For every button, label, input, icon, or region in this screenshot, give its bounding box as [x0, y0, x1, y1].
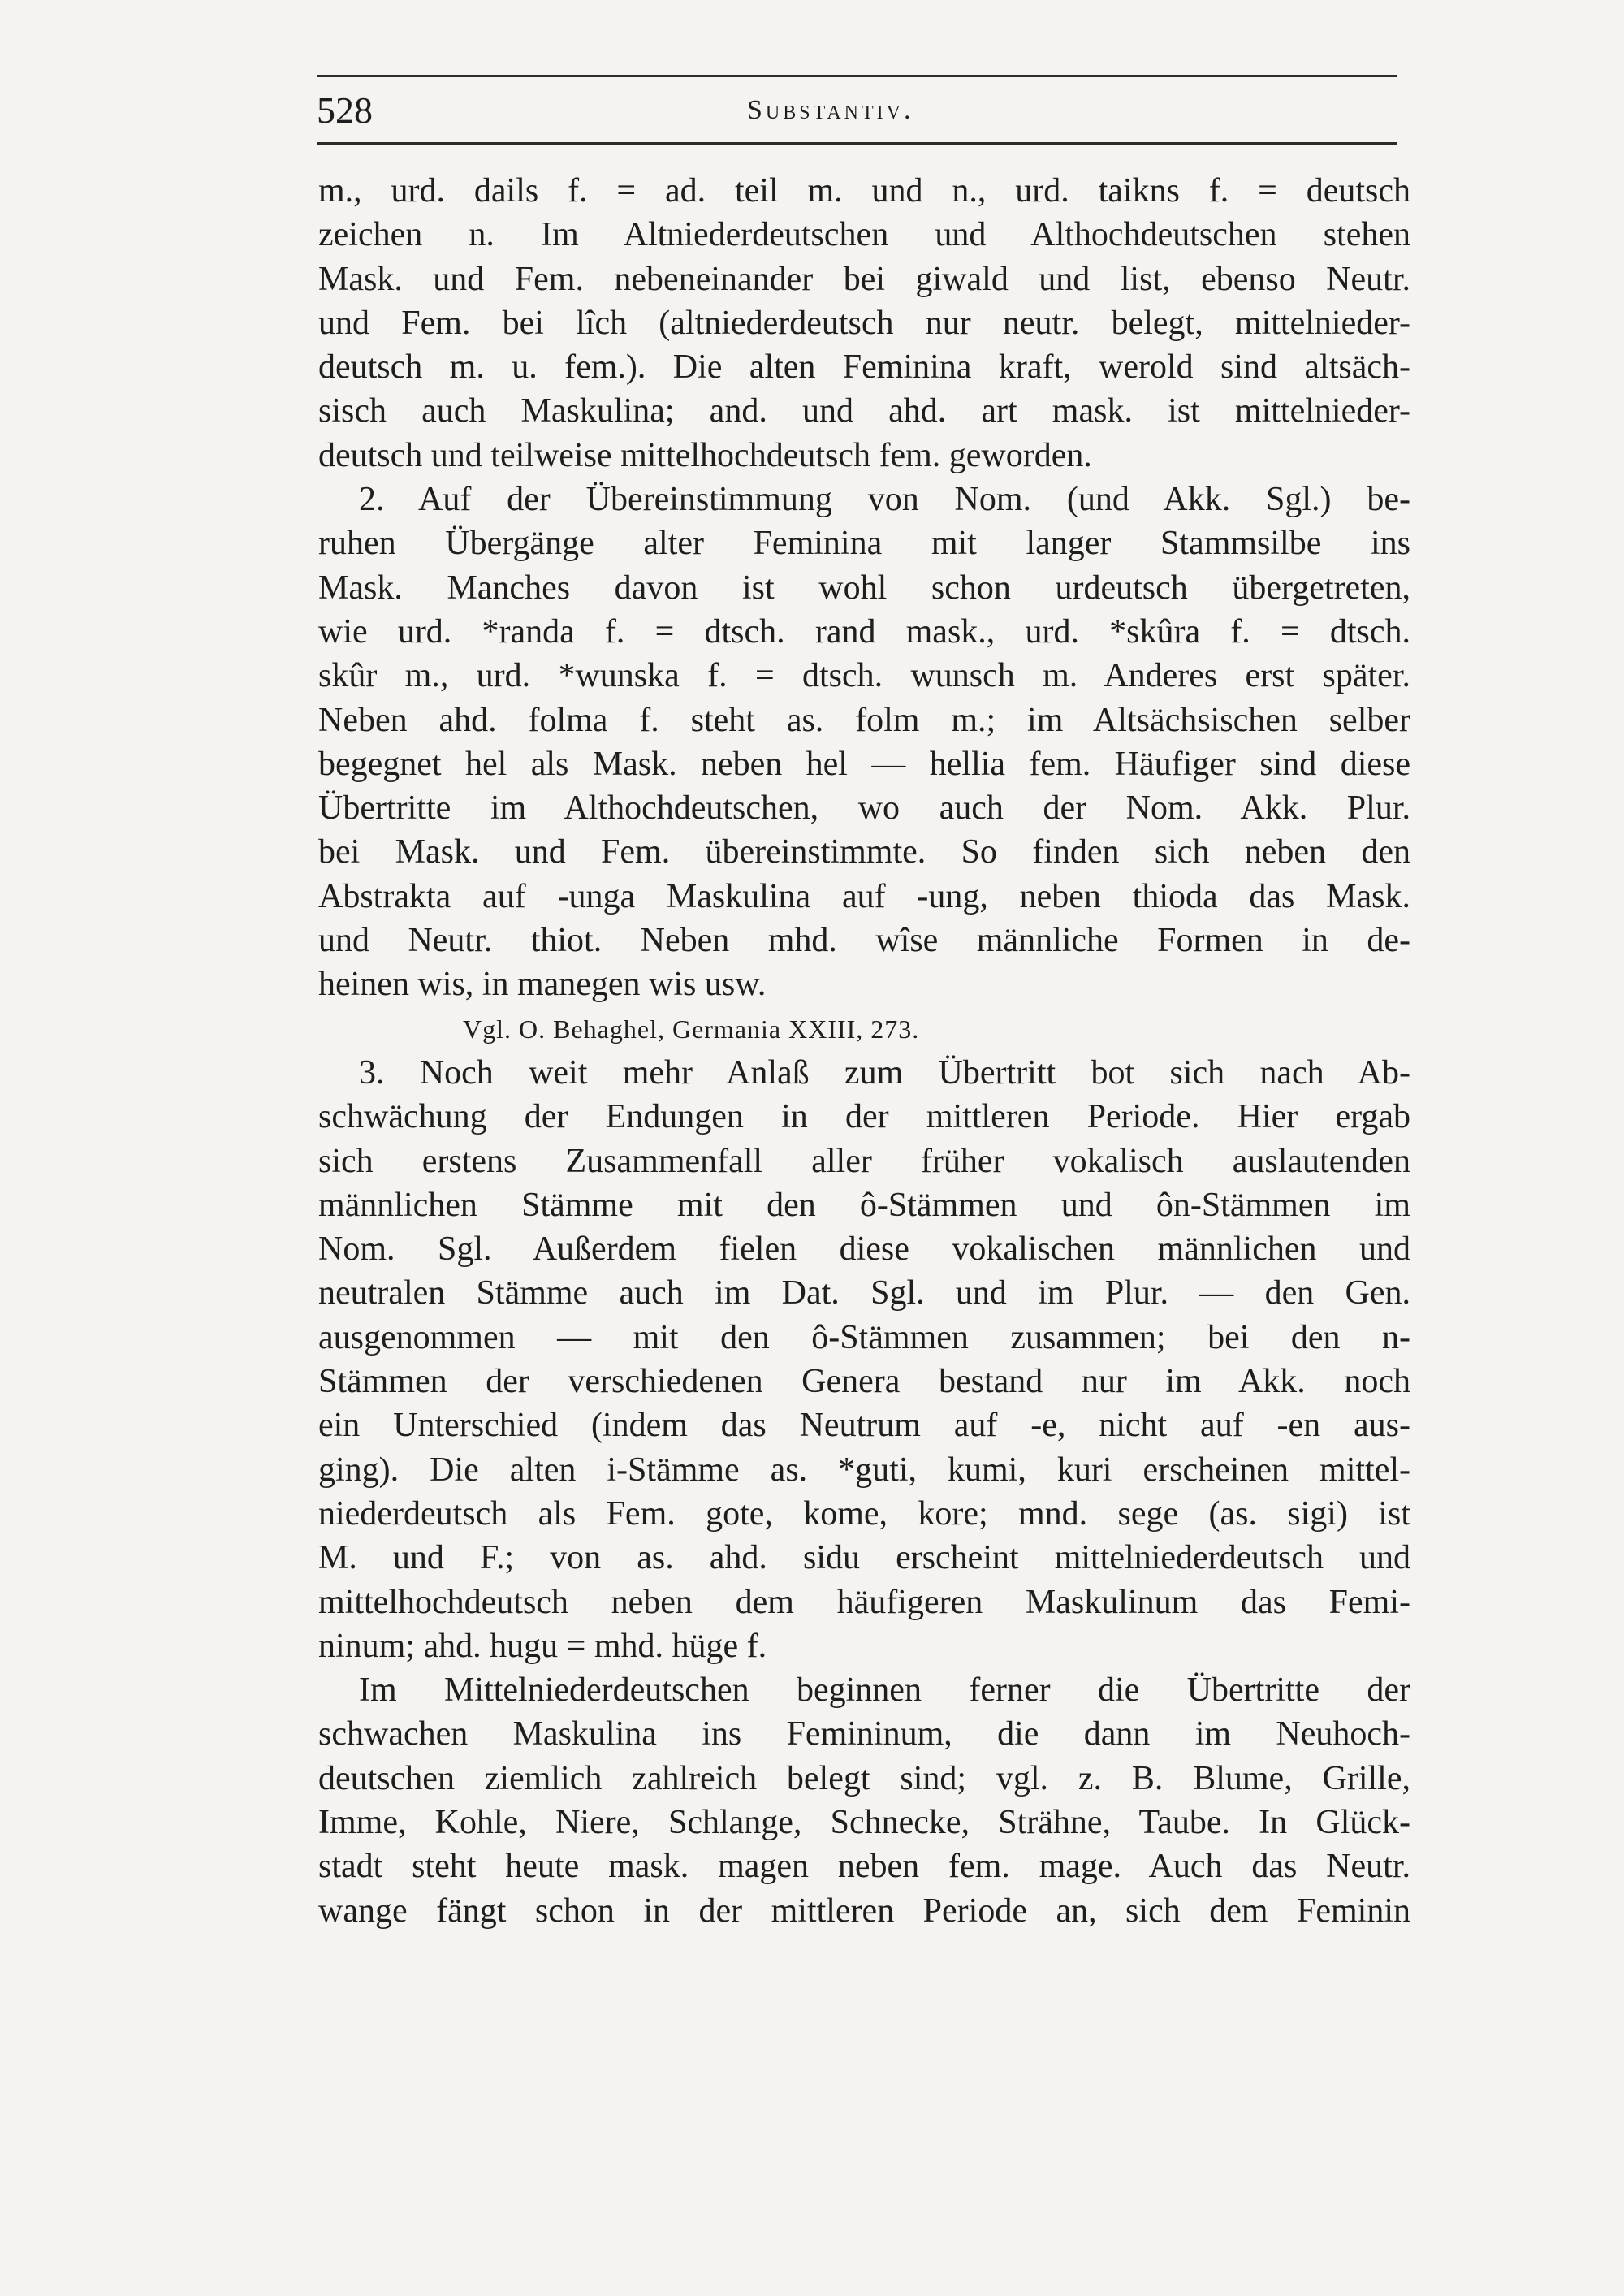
text-line: schwachen Maskulina ins Femininum, die dann im Neuhoch- — [318, 1715, 1410, 1753]
text-line: ninum; ahd. hugu = mhd. hüge f. — [318, 1627, 767, 1665]
text-line: m., urd. dails f. = ad. teil m. und n., urd. taikns f. = deutsch — [318, 172, 1410, 210]
text-line: neutralen Stämme auch im Dat. Sgl. und im Plur. — den Gen. — [318, 1274, 1410, 1312]
text-line: heinen wis, in manegen wis usw. — [318, 966, 767, 1004]
text-line: niederdeutsch als Fem. gote, kome, kore; mnd. sege (as. sigi) ist — [318, 1494, 1410, 1533]
text-line: 3. Noch weit mehr Anlaß zum Übertritt bot sich nach Ab- — [359, 1053, 1410, 1092]
text-line: deutschen ziemlich zahlreich belegt sind; vgl. z. B. Blume, Grille, — [318, 1759, 1410, 1797]
text-line: Übertritte im Althochdeutschen, wo auch der Nom. Akk. Plur. — [318, 789, 1410, 828]
page-number: 528 — [317, 89, 373, 131]
text-line: sisch auch Maskulina; and. und ahd. art mask. ist mittelnieder- — [318, 392, 1410, 430]
running-head: Substantiv. — [747, 95, 914, 125]
text-line: wie urd. *randa f. = dtsch. rand mask., urd. *skûra f. = dtsch. — [318, 612, 1410, 651]
text-line: deutsch m. u. fem.). Die alten Feminina kraft, werold sind altsäch- — [318, 348, 1410, 387]
page-header — [317, 84, 1397, 136]
text-line: begegnet hel als Mask. neben hel — hellia fem. Häufiger sind diese — [318, 745, 1410, 783]
text-line: Abstrakta auf -unga Maskulina auf -ung, neben thioda das Mask. — [318, 877, 1410, 915]
text-line: 2. Auf der Übereinstimmung von Nom. (und Akk. Sgl.) be- — [359, 481, 1410, 519]
text-line: zeichen n. Im Altniederdeutschen und Althochdeutschen stehen — [318, 216, 1410, 254]
text-line: Stämmen der verschiedenen Genera bestand nur im Akk. noch — [318, 1363, 1410, 1401]
body-text — [318, 169, 1410, 1933]
text-line: ruhen Übergänge alter Feminina mit langer Stammsilbe ins — [318, 525, 1410, 563]
text-line: ausgenommen — mit den ô-Stämmen zusammen; bei den n- — [318, 1318, 1410, 1356]
text-line: M. und F.; von as. ahd. sidu erscheint mittelniederdeutsch und — [318, 1539, 1410, 1577]
text-line: Imme, Kohle, Niere, Schlange, Schnecke, Strähne, Taube. In Glück- — [318, 1803, 1410, 1841]
text-line: Im Mittelniederdeutschen beginnen ferner die Übertritte der — [359, 1671, 1410, 1710]
text-line: sich erstens Zusammenfall aller früher vokalisch auslautenden — [318, 1142, 1410, 1180]
text-line: deutsch und teilweise mittelhochdeutsch fem. geworden. — [318, 436, 1092, 474]
text-line: skûr m., urd. *wunska f. = dtsch. wunsch m. Anderes erst später. — [318, 657, 1410, 695]
text-line: und Neutr. thiot. Neben mhd. wîse männliche Formen in de- — [318, 922, 1410, 960]
text-line: Nom. Sgl. Außerdem fielen diese vokalischen männlichen und — [318, 1230, 1410, 1269]
reference-note: Vgl. O. Behaghel, Germania XXIII, 273. — [463, 1014, 920, 1044]
text-line: Mask. und Fem. nebeneinander bei giwald und list, ebenso Neutr. — [318, 260, 1410, 298]
text-line: Mask. Manches davon ist wohl schon urdeutsch übergetreten, — [318, 569, 1410, 607]
header-bottom-rule — [317, 142, 1397, 145]
text-line: wange fängt schon in der mittleren Periode an, sich dem Feminin — [318, 1892, 1410, 1930]
text-line: ging). Die alten i-Stämme as. *guti, kumi, kuri erscheinen mittel- — [318, 1451, 1410, 1489]
text-line: mittelhochdeutsch neben dem häufigeren Maskulinum das Femi- — [318, 1583, 1410, 1621]
text-line: ein Unterschied (indem das Neutrum auf -e, nicht auf -en aus- — [318, 1407, 1410, 1445]
header-top-rule — [317, 75, 1397, 77]
text-line: schwächung der Endungen in der mittleren Periode. Hier ergab — [318, 1098, 1410, 1136]
text-line: und Fem. bei lîch (altniederdeutsch nur neutr. belegt, mittelnieder- — [318, 304, 1410, 342]
text-line: Neben ahd. folma f. steht as. folm m.; im Altsächsischen selber — [318, 701, 1410, 739]
text-line: männlichen Stämme mit den ô-Stämmen und ôn-Stämmen im — [318, 1186, 1410, 1224]
text-line: stadt steht heute mask. magen neben fem. mage. Auch das Neutr. — [318, 1848, 1410, 1886]
text-line: bei Mask. und Fem. übereinstimmte. So finden sich neben den — [318, 833, 1410, 871]
